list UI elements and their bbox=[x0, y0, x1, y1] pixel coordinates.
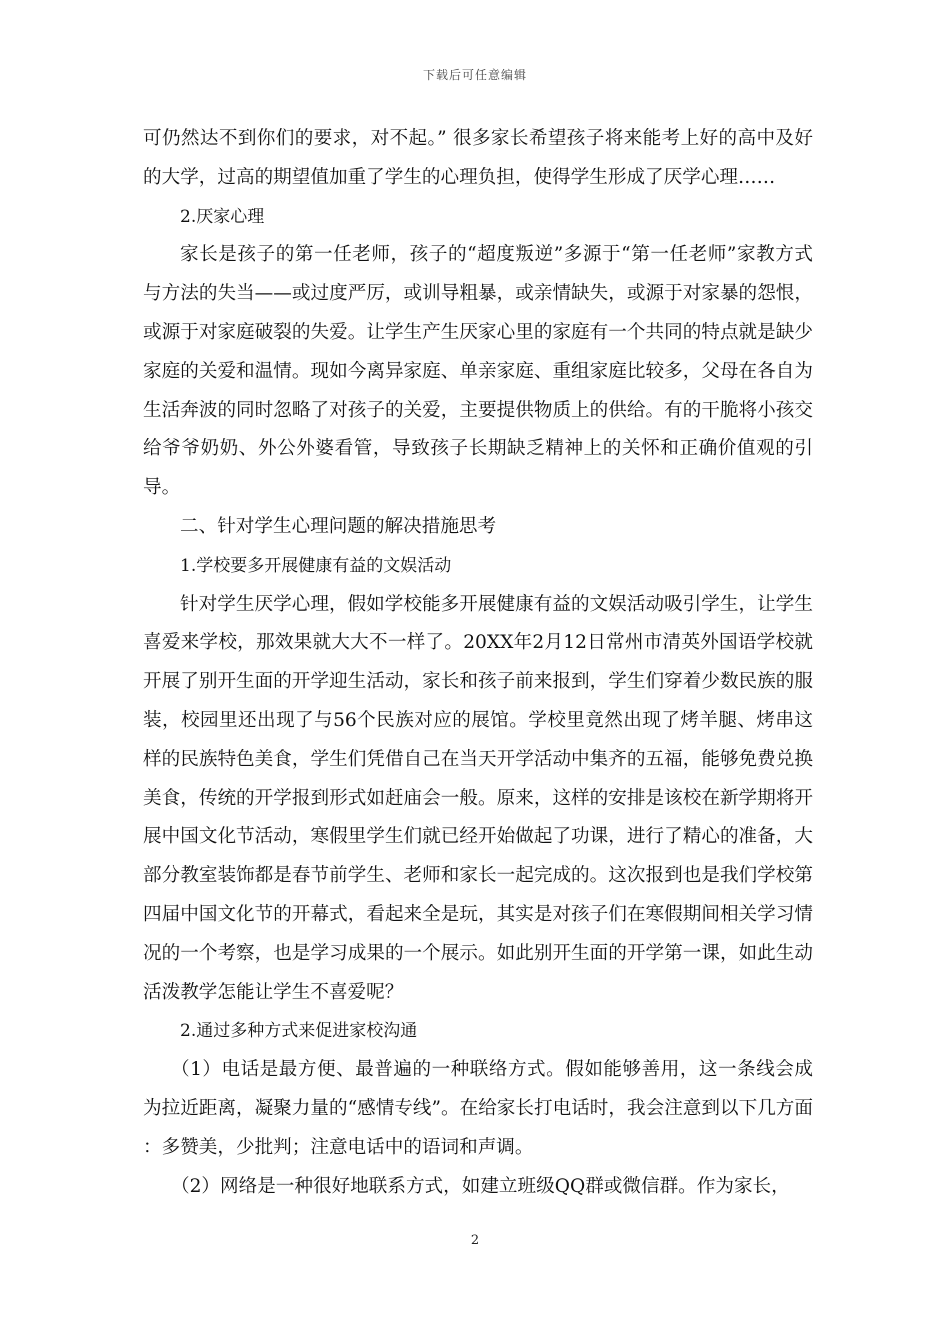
paragraph-school-activities: 针对学生厌学心理，假如学校能多开展健康有益的文娱活动吸引学生，让学生喜爱来学校，那效果就大大不一样了。20XX年2月12日常州市清英外国语学校就开展了别开生面的开学迎生活动，家长和孩子前来报到，学生们穿着少数民族的服装，校园里还出现了与56个民族对应的展馆。学校里竟然出现了烤羊腿、烤串这样的民族特色美食，学生们凭借自己在当天开学活动中集齐的五福，能够免费兑换美食，传统的开学报到形式如赶庙会一般。原来，这样的安排是该校在新学期将开展中国文化节活动，寒假里学生们就已经开始做起了功课，进行了精心的准备，大部分教室装饰都是春节前学生、老师和家长一起完成的。这次报到也是我们学校第四届中国文化节的开幕式，看起来全是玩，其实是对孩子们在寒假期间相关学习情况的一个考察，也是学习成果的一个展示。如此别开生面的开学第一课，如此生动活泼教学怎能让学生不喜爱呢？ bbox=[143, 593, 813, 1003]
document-body bbox=[143, 120, 813, 1206]
paragraph-home-aversion: 家长是孩子的第一任老师，孩子的“超度叛逆”多源于“第一任老师”家教方式与方法的失当——或过度严厉，或训导粗暴，或亲情缺失，或源于对家暴的怨恨，或源于对家庭破裂的失爱。让学生产生厌家心里的家庭有一个共同的特点就是缺少家庭的关爱和温情。现如今离异家庭、单亲家庭、重组家庭比较多，父母在各自为生活奔波的同时忽略了对孩子的关爱，主要提供物质上的供给。有的干脆将小孩交给爷爷奶奶、外公外婆看管，导致孩子长期缺乏精神上的关怀和正确价值观的引导。 bbox=[143, 244, 813, 499]
paragraph-phone-communication: （1）电话是最方便、最普遍的一种联络方式。假如能够善用，这一条线会成为拉近距离，凝聚力量的“感情专线”。在给家长打电话时，我会注意到以下几方面 ：多赞美，少批判；注意电话中的语词和声调。 bbox=[143, 1059, 813, 1158]
paragraph-continuation: 可仍然达不到你们的要求，对不起。” 很多家长希望孩子将来能考上好的高中及好的大学，过高的期望值加重了学生的心理负担，使得学生形成了厌学心理…… bbox=[143, 128, 813, 188]
paragraph-network-communication: （2）网络是一种很好地联系方式，如建立班级QQ群或微信群。作为家长， bbox=[171, 1175, 790, 1197]
subheading-school-activities: 1.学校要多开展健康有益的文娱活动 bbox=[180, 555, 452, 576]
subheading-home-aversion: 2.厌家心理 bbox=[180, 206, 265, 227]
page-number: 2 bbox=[470, 1233, 480, 1248]
section-heading-solutions: 二、针对学生心理问题的解决措施思考 bbox=[180, 515, 497, 537]
subheading-home-school-communication: 2.通过多种方式来促进家校沟通 bbox=[180, 1021, 418, 1042]
page-header: 下载后可任意编辑 bbox=[422, 68, 527, 82]
